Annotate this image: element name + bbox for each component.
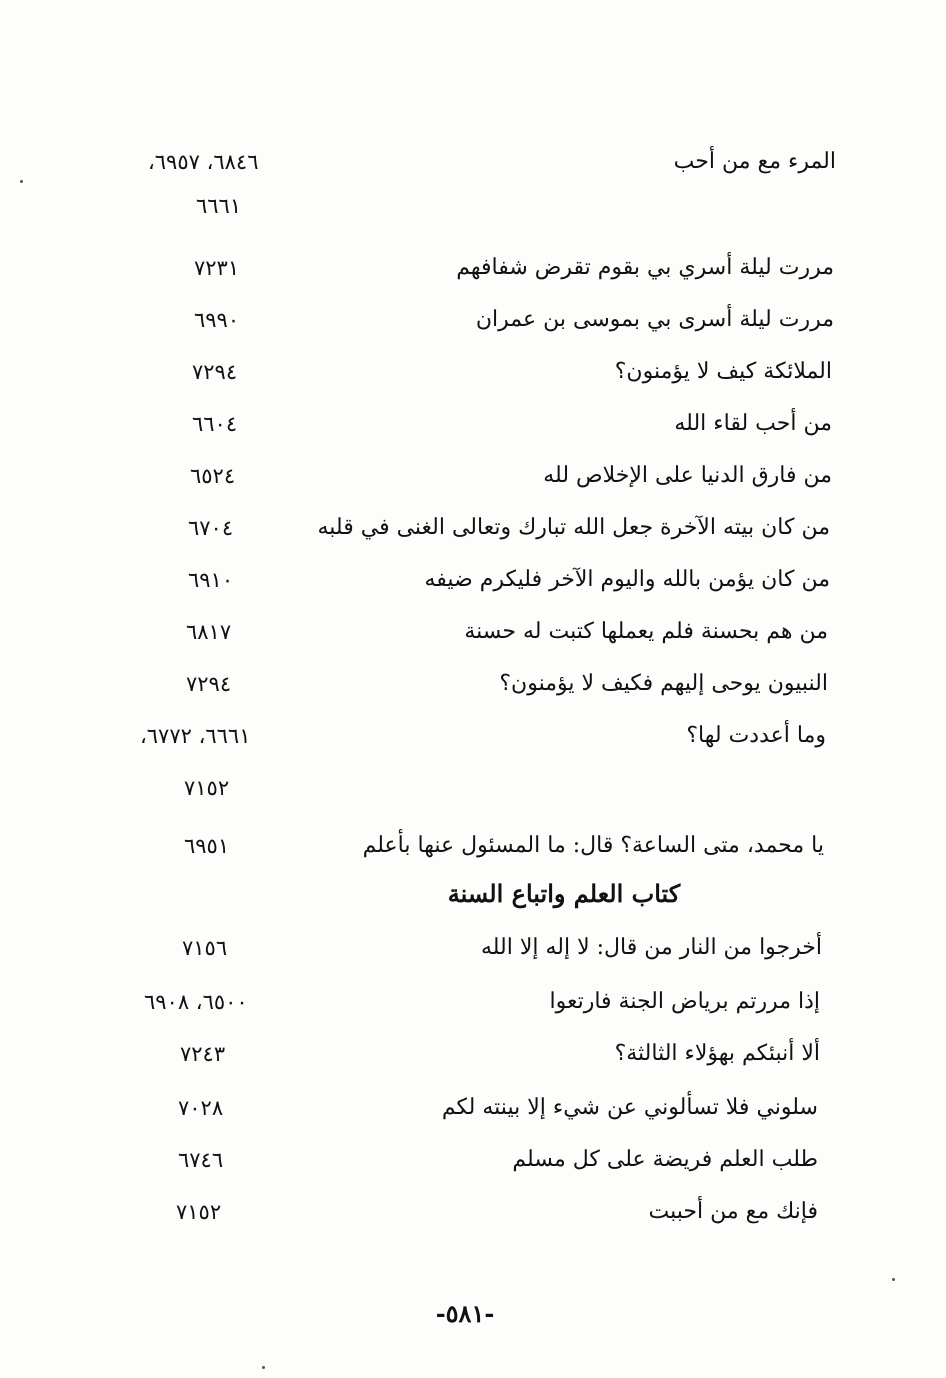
index-entry — [0, 1088, 946, 1128]
entry-text: النبيون يوحى إليهم فكيف لا يؤمنون؟ — [499, 671, 828, 696]
index-entry — [0, 1192, 946, 1232]
index-entry — [0, 1034, 946, 1074]
index-entry — [0, 248, 946, 288]
entry-refs: ٦٨٤٦، ٦٩٥٧، — [148, 150, 259, 174]
scan-speck — [20, 180, 23, 183]
entry-text: أخرجوا من النار من قال: لا إله إلا الله — [480, 935, 822, 960]
index-entry — [0, 300, 946, 340]
entry-text: المرء مع من أحب — [673, 149, 836, 174]
index-entry — [0, 1140, 946, 1180]
index-entry — [0, 186, 946, 226]
entry-refs: ٧١٥٦ — [182, 936, 228, 960]
entry-text: من كان يؤمن بالله واليوم الآخر فليكرم ضيفه — [424, 567, 830, 592]
entry-refs: ٦٥٠٠، ٦٩٠٨ — [144, 990, 248, 1014]
entry-refs: ٧٢٣١ — [194, 256, 240, 280]
index-entry — [0, 142, 946, 182]
entry-text: سلوني فلا تسألوني عن شيء إلا بينته لكم — [441, 1095, 818, 1120]
entry-refs: ٦٨١٧ — [186, 620, 232, 644]
index-entry — [0, 768, 946, 808]
index-entry — [0, 352, 946, 392]
entry-refs: ٧١٥٢ — [176, 1200, 222, 1224]
entry-text: ألا أنبئكم بهؤلاء الثالثة؟ — [614, 1041, 820, 1066]
index-entry — [0, 456, 946, 496]
section-heading: كتاب العلم واتباع السنة — [447, 879, 681, 908]
index-entry — [0, 560, 946, 600]
entry-refs: ٦٥٢٤ — [190, 464, 236, 488]
entry-text: من فارق الدنيا على الإخلاص لله — [543, 463, 832, 488]
entry-refs: ٦٧٠٤ — [188, 516, 234, 540]
entry-refs: ٦٧٤٦ — [178, 1148, 224, 1172]
index-entry — [0, 508, 946, 548]
entry-refs: ٦٦٠٤ — [192, 412, 238, 436]
index-entry — [0, 664, 946, 704]
entry-refs: ٦٩١٠ — [188, 568, 234, 592]
entry-refs: ٦٦٦١، ٦٧٧٢، — [140, 724, 251, 748]
entry-text: يا محمد، متى الساعة؟ قال: ما المسئول عنها بأعلم — [362, 833, 824, 858]
index-entry — [0, 404, 946, 444]
entry-text: وما أعددت لها؟ — [686, 723, 826, 748]
entry-text: من هم بحسنة فلم يعملها كتبت له حسنة — [464, 619, 828, 644]
entry-refs: ٧٠٢٨ — [178, 1096, 224, 1120]
entry-text: طلب العلم فريضة على كل مسلم — [512, 1147, 818, 1172]
entry-refs: ٧٢٩٤ — [186, 672, 232, 696]
scan-speck — [262, 1366, 265, 1369]
entry-refs: ٦٦٦١ — [196, 194, 242, 218]
index-entry — [0, 716, 946, 756]
page-number: -٥٨١- — [435, 1299, 495, 1328]
entry-refs: ٧١٥٢ — [184, 776, 230, 800]
entry-text: من أحب لقاء الله — [674, 411, 832, 436]
entry-text: إذا مررتم برياض الجنة فارتعوا — [549, 989, 820, 1014]
scan-speck — [892, 1278, 895, 1281]
entry-text: فإنك مع من أحببت — [648, 1199, 818, 1224]
index-entry — [0, 928, 946, 968]
entry-refs: ٧٢٤٣ — [180, 1042, 226, 1066]
index-entry — [0, 826, 946, 866]
entry-text: مررت ليلة أسرى بي بموسى بن عمران — [475, 307, 834, 332]
entry-refs: ٦٩٥١ — [184, 834, 230, 858]
index-entry — [0, 982, 946, 1022]
entry-text: من كان بيته الآخرة جعل الله تبارك وتعالى الغنى في قلبه — [317, 515, 830, 540]
entry-text: مررت ليلة أسري بي بقوم تقرض شفافهم — [456, 255, 834, 280]
entry-refs: ٦٩٩٠ — [194, 308, 240, 332]
entry-text: الملائكة كيف لا يؤمنون؟ — [614, 359, 832, 384]
index-entry — [0, 612, 946, 652]
entry-refs: ٧٢٩٤ — [192, 360, 238, 384]
